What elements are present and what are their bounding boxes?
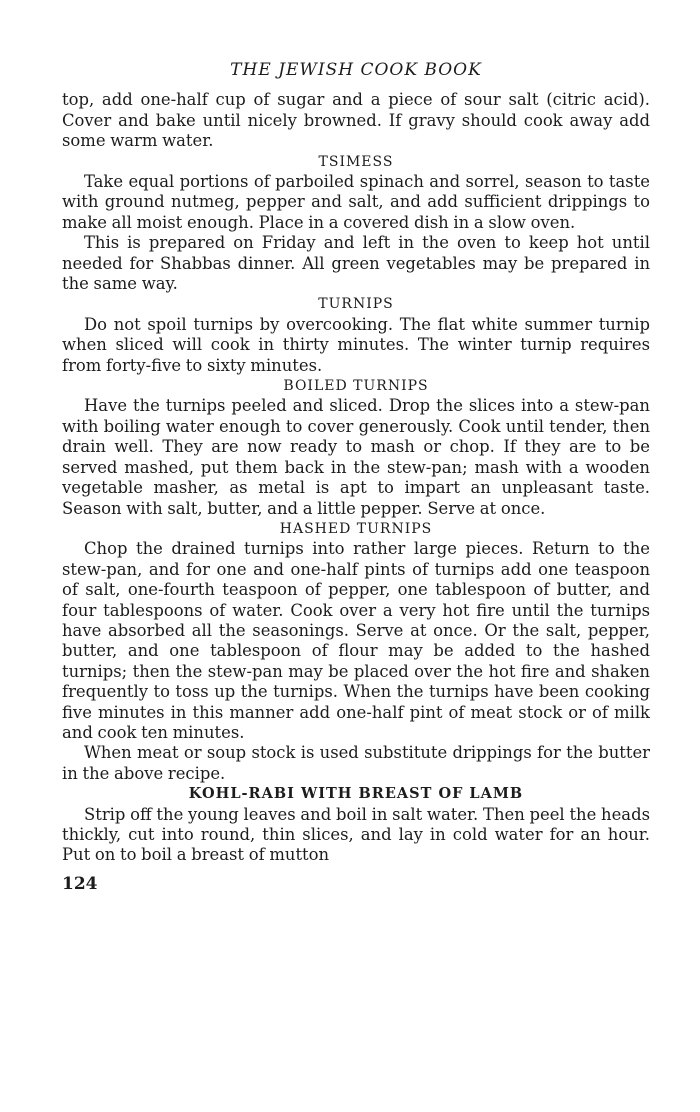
paragraph-tsimess-1: Take equal portions of parboiled spinach and sorrel, season to taste with ground nutmeg, pepper and salt, and add sufficient drippings to make all moist enough. Place in a covered dish in a slow oven. bbox=[62, 172, 650, 232]
paragraph-hashed-turnips-2: When meat or soup stock is used substitute drippings for the butter in the above recipe. bbox=[62, 743, 650, 783]
heading-tsimess: TSIMESS bbox=[318, 153, 394, 170]
heading-turnips: TURNIPS bbox=[318, 296, 394, 313]
paragraph-tsimess-2: This is prepared on Friday and left in the oven to keep hot until needed for Shabbas dinner. All green vegetables may be prepared in the same way. bbox=[62, 233, 650, 294]
heading-boiled-turnips: BOILED TURNIPS bbox=[283, 378, 429, 395]
paragraph-kohl-rabi: Strip off the young leaves and boil in salt water. Then peel the heads thickly, cut into round, thin slices, and lay in cold water for an hour. Put on to boil a breast of mutton bbox=[62, 804, 650, 865]
heading-kohl-rabi: KOHL-RABI WITH BREAST OF LAMB bbox=[188, 785, 524, 803]
book-page bbox=[62, 60, 650, 894]
running-head: THE JEWISH COOK BOOK bbox=[230, 60, 482, 80]
paragraph-turnips: Do not spoil turnips by overcooking. The flat white summer turnip when sliced will cook in thirty minutes. The winter turnip requires from forty-five to sixty minutes. bbox=[62, 314, 650, 375]
paragraph-continuation: top, add one-half cup of sugar and a piece of sour salt (citric acid). Cover and bake until nicely browned. If gravy should cook away add some warm water. bbox=[62, 90, 650, 151]
paragraph-hashed-turnips-1: Chop the drained turnips into rather large pieces. Return to the stew-pan, and for one and one-half pints of turnips add one teaspoon of salt, one-fourth teaspoon of pepper, one tablespoon of butter, and four tablespoons of water. Cook over a very hot fire until the turnips have absorbed all the seasonings. Serve at once. Or the salt, pepper, butter, and one tablespoon of flour may be added to the hashed turnips; then the stew-pan may be placed over the hot fire and shaken frequently to toss up the turnips. When the turnips have been cooking five minutes in this manner add one-half pint of meat stock or of milk and cook ten minutes. bbox=[62, 539, 650, 742]
page-number: 124 bbox=[62, 873, 98, 894]
paragraph-boiled-turnips: Have the turnips peeled and sliced. Drop the slices into a stew-pan with boiling water enough to cover generously. Cook until tender, then drain well. They are now ready to mash or chop. If they are to be served mashed, put them back in the stew-pan; mash with a wooden vegetable masher, as metal is apt to impart an unpleasant taste. Season with salt, butter, and a little pepper. Serve at once. bbox=[62, 396, 650, 518]
heading-hashed-turnips: HASHED TURNIPS bbox=[279, 520, 433, 537]
